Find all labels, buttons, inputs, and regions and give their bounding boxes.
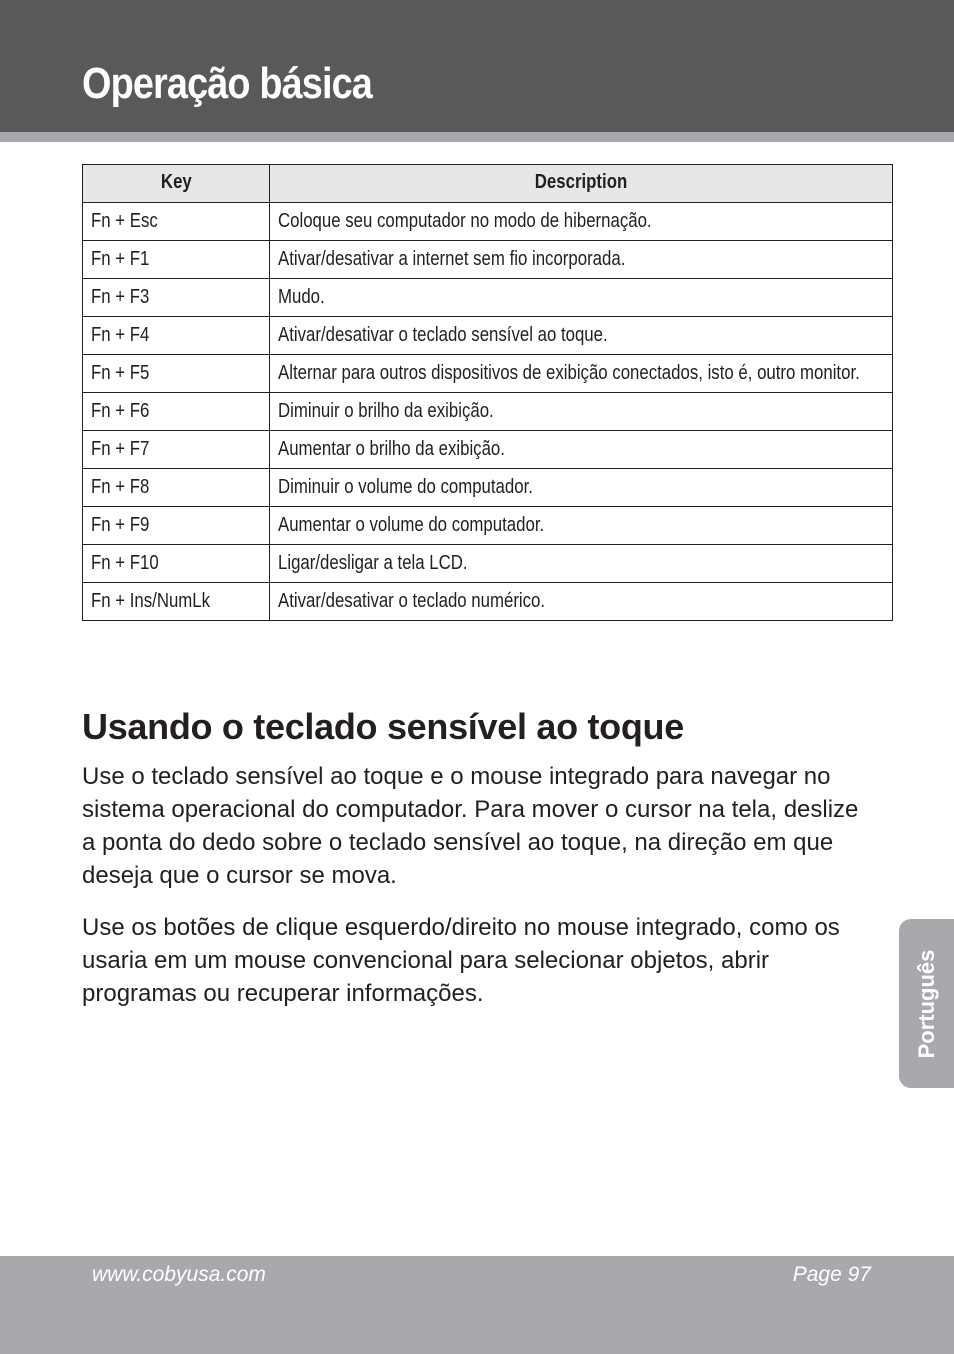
table-row	[83, 241, 893, 279]
table-row	[83, 203, 893, 241]
key-cell: Fn + F8	[83, 469, 270, 507]
footer-url: www.cobyusa.com	[92, 1263, 266, 1286]
description-cell: Aumentar o brilho da exibição.	[270, 431, 893, 469]
column-header-key: Key	[83, 165, 270, 203]
description-cell: Aumentar o volume do computador.	[270, 507, 893, 545]
key-cell: Fn + F9	[83, 507, 270, 545]
key-cell: Fn + F10	[83, 545, 270, 583]
paragraph: Use o teclado sensível ao toque e o mouse integrado para navegar no sistema operacional do computador. Para mover o cursor na tela, deslize a ponta do dedo sobre o teclado sensível ao toque, na direção em que deseja que o cursor se mova.	[82, 763, 859, 889]
description-cell: Ativar/desativar o teclado sensível ao toque.	[270, 317, 893, 355]
key-cell: Fn + Ins/NumLk	[83, 583, 270, 621]
table-row	[83, 545, 893, 583]
key-cell: Fn + Esc	[83, 203, 270, 241]
description-cell: Ativar/desativar o teclado numérico.	[270, 583, 893, 621]
column-header-description: Description	[270, 165, 893, 203]
key-cell: Fn + F1	[83, 241, 270, 279]
table-row	[83, 431, 893, 469]
key-cell: Fn + F7	[83, 431, 270, 469]
table-row	[83, 583, 893, 621]
key-cell: Fn + F6	[83, 393, 270, 431]
key-cell: Fn + F3	[83, 279, 270, 317]
description-cell: Diminuir o volume do computador.	[270, 469, 893, 507]
key-cell: Fn + F5	[83, 355, 270, 393]
header-stripe	[0, 132, 954, 142]
table-row	[83, 507, 893, 545]
description-cell: Ligar/desligar a tela LCD.	[270, 545, 893, 583]
paragraph: Use os botões de clique esquerdo/direito no mouse integrado, como os usaria em um mouse convencional para selecionar objetos, abrir programas ou recuperar informações.	[82, 914, 840, 1007]
key-cell: Fn + F4	[83, 317, 270, 355]
language-tab	[899, 919, 954, 1088]
description-cell: Alternar para outros dispositivos de exibição conectados, isto é, outro monitor.	[270, 355, 893, 393]
page-title: Operação básica	[82, 59, 372, 108]
table-header-row	[83, 165, 893, 203]
description-cell: Coloque seu computador no modo de hibernação.	[270, 203, 893, 241]
table-row	[83, 393, 893, 431]
language-tab-label: Português	[913, 949, 939, 1058]
description-cell: Mudo.	[270, 279, 893, 317]
table-row	[83, 279, 893, 317]
description-cell: Diminuir o brilho da exibição.	[270, 393, 893, 431]
table-row	[83, 317, 893, 355]
table-row	[83, 469, 893, 507]
table-row	[83, 355, 893, 393]
section-title: Usando o teclado sensível ao toque	[82, 706, 684, 747]
shortcut-table	[82, 164, 893, 621]
description-cell: Ativar/desativar a internet sem fio incorporada.	[270, 241, 893, 279]
footer-page-number: Page 97	[792, 1263, 871, 1286]
